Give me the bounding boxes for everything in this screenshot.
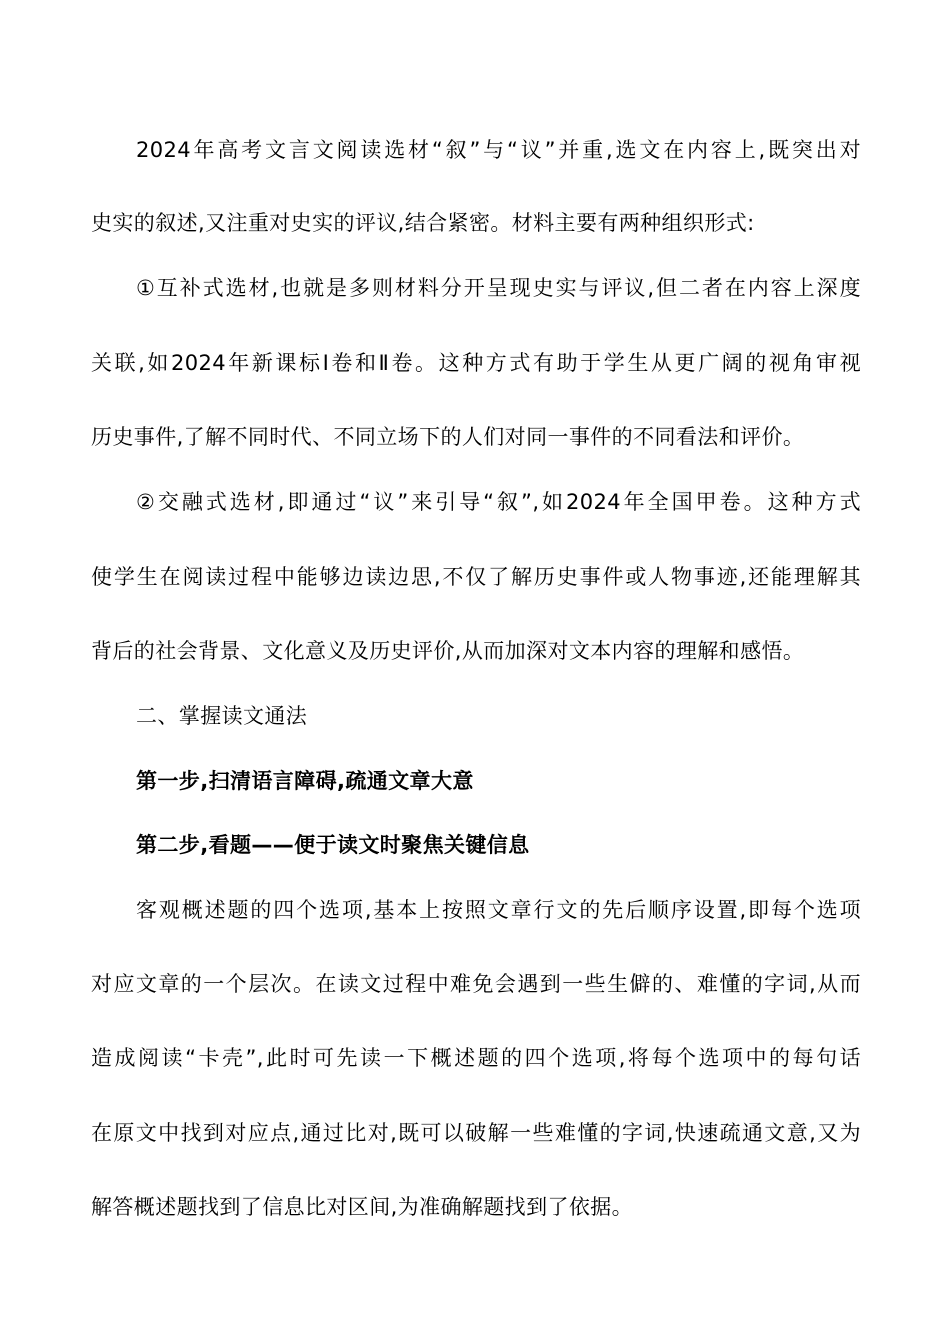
section-heading: 二、掌握读文通法 [136,704,308,728]
paragraph-4-line-1: 客观概述题的四个选项,基本上按照文章行文的先后顺序设置,即每个选项 [136,898,861,922]
paragraph-3-line-1: ②交融式选材,即通过“议”来引导“叙”,如2024年全国甲卷。这种方式 [136,490,861,514]
paragraph-1-line-1: 2024年高考文言文阅读选材“叙”与“议”并重,选文在内容上,既突出对 [136,138,861,162]
paragraph-2-line-3: 历史事件,了解不同时代、不同立场下的人们对同一事件的不同看法和评价。 [91,425,805,449]
paragraph-4-line-2: 对应文章的一个层次。在读文过程中难免会遇到一些生僻的、难懂的字词,从而 [91,972,861,996]
paragraph-2-line-2: 关联,如2024年新课标Ⅰ卷和Ⅱ卷。这种方式有助于学生从更广阔的视角审视 [91,351,861,375]
step-2-heading: 第二步,看题——便于读文时聚焦关键信息 [136,833,530,857]
paragraph-2-line-1: ①互补式选材,也就是多则材料分开呈现史实与评议,但二者在内容上深度 [136,276,861,300]
paragraph-4-line-5: 解答概述题找到了信息比对区间,为准确解题找到了依据。 [91,1195,634,1219]
paragraph-1-line-2: 史实的叙述,又注重对史实的评议,结合紧密。材料主要有两种组织形式: [91,211,755,235]
paragraph-3-line-2: 使学生在阅读过程中能够边读边思,不仅了解历史事件或人物事迹,还能理解其 [91,565,861,589]
paragraph-4-line-4: 在原文中找到对应点,通过比对,既可以破解一些难懂的字词,快速疏通文意,又为 [91,1121,861,1145]
paragraph-3-line-3: 背后的社会背景、文化意义及历史评价,从而加深对文本内容的理解和感悟。 [91,639,805,663]
paragraph-4-line-3: 造成阅读“卡壳”,此时可先读一下概述题的四个选项,将每个选项中的每句话 [91,1046,861,1070]
step-1-heading: 第一步,扫清语言障碍,疏通文章大意 [136,769,474,793]
